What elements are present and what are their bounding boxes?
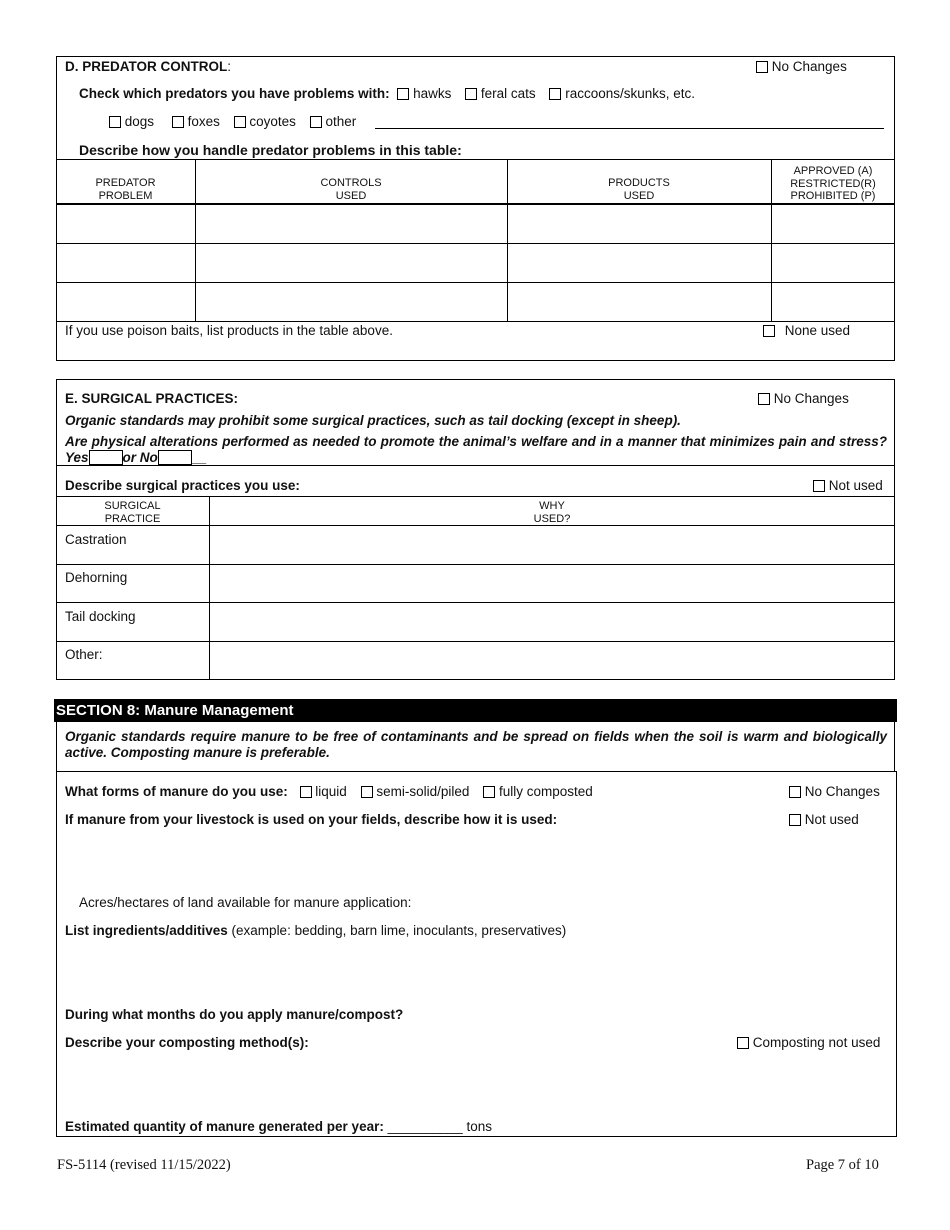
manure-no-changes-option[interactable]: No Changes	[789, 784, 880, 799]
predator-no-changes-option[interactable]: No Changes	[756, 59, 847, 74]
manure-not-used-option[interactable]: Not used	[789, 812, 859, 827]
poison-baits-note: If you use poison baits, list products in the table above.	[65, 323, 393, 338]
months-prompt: During what months do you apply manure/compost?	[65, 1007, 404, 1022]
surgical-row-castration: Castration	[65, 532, 127, 547]
predator-col-header-products: PRODUCTS USED	[608, 177, 670, 202]
manure-fields-prompt: If manure from your livestock is used on your fields, describe how it is used:	[65, 812, 558, 827]
predator-col-header-problem: PREDATOR PROBLEM	[95, 177, 156, 202]
hawks-checkbox[interactable]	[397, 88, 409, 100]
predator-describe-prompt: Describe how you handle predator problems in this table:	[79, 142, 462, 158]
surgical-col-header-practice: SURGICAL PRACTICE	[104, 500, 161, 525]
checkbox[interactable]	[813, 480, 825, 492]
quantity-row: Estimated quantity of manure generated per year: __________ tons	[65, 1119, 492, 1134]
coyotes-checkbox[interactable]	[234, 116, 246, 128]
checkbox[interactable]	[737, 1037, 749, 1049]
dogs-label: dogs	[124, 114, 155, 129]
acres-label: Acres/hectares of land available for manure application:	[79, 895, 412, 910]
fully-composted-label: fully composted	[498, 784, 593, 799]
hawks-label: hawks	[413, 86, 452, 101]
foxes-label: foxes	[187, 114, 220, 129]
checkbox[interactable]	[789, 814, 801, 826]
checkbox[interactable]	[763, 325, 775, 337]
checkbox[interactable]	[789, 786, 801, 798]
foxes-checkbox[interactable]	[172, 116, 184, 128]
none-used-option[interactable]: None used	[763, 323, 850, 338]
surgical-question: Are physical alterations performed as needed to promote the animal’s welfare and in a manner that minimizes pain and stress? Yes or No __	[65, 434, 887, 465]
feral-cats-label: feral cats	[480, 86, 536, 101]
predator-check-row	[79, 86, 695, 101]
surgical-row-other: Other:	[65, 647, 103, 662]
surgical-describe-prompt: Describe surgical practices you use:	[65, 478, 300, 493]
other-predator-input[interactable]	[375, 128, 884, 129]
quantity-input[interactable]: __________	[383, 1119, 467, 1134]
predator-control-section	[56, 56, 895, 361]
composting-not-used-option[interactable]: Composting not used	[737, 1035, 880, 1050]
predator-col-header-status: APPROVED (A) RESTRICTED(R) PROHIBITED (P)	[790, 165, 876, 202]
surgical-col-header-why: WHY USED?	[533, 500, 571, 525]
semi-solid-label: semi-solid/piled	[376, 784, 470, 799]
other-label: other	[325, 114, 357, 129]
surgical-not-used-option[interactable]: Not used	[813, 478, 883, 493]
surgical-note: Organic standards may prohibit some surgical practices, such as tail docking (except in sheep).	[65, 413, 681, 428]
coyotes-label: coyotes	[249, 114, 296, 129]
dogs-checkbox[interactable]	[109, 116, 121, 128]
composting-prompt: Describe your composting method(s):	[65, 1035, 309, 1050]
surgical-row-dehorning: Dehorning	[65, 570, 128, 585]
checkbox[interactable]	[756, 61, 768, 73]
feral-cats-checkbox[interactable]	[465, 88, 477, 100]
predator-title: D. PREDATOR CONTROL:	[65, 59, 232, 74]
liquid-checkbox[interactable]	[300, 786, 312, 798]
page-number: Page 7 of 10	[806, 1157, 879, 1173]
manure-forms-row	[65, 784, 593, 799]
no-input[interactable]	[158, 450, 192, 465]
ingredients-row: List ingredients/additives (example: bedding, barn lime, inoculants, preservatives)	[65, 923, 567, 938]
form-id: FS-5114 (revised 11/15/2022)	[57, 1157, 231, 1173]
yes-input[interactable]	[89, 450, 123, 465]
raccoons-checkbox[interactable]	[549, 88, 561, 100]
manure-note: Organic standards require manure to be free of contaminants and be spread on fields when the soil is warm and biologically active. Composting manure is preferable.	[65, 729, 887, 760]
manure-forms-prompt: What forms of manure do you use:	[65, 784, 288, 799]
liquid-label: liquid	[315, 784, 347, 799]
section8-header: SECTION 8: Manure Management	[54, 699, 897, 722]
checkbox[interactable]	[758, 393, 770, 405]
predator-check-row-2	[109, 114, 356, 129]
surgical-no-changes-option[interactable]: No Changes	[758, 391, 849, 406]
predator-col-header-controls: CONTROLS USED	[320, 177, 382, 202]
raccoons-label: raccoons/skunks, etc.	[565, 86, 696, 101]
fully-composted-checkbox[interactable]	[483, 786, 495, 798]
predator-check-prompt: Check which predators you have problems with:	[79, 86, 390, 101]
surgical-row-tail-docking: Tail docking	[65, 609, 136, 624]
surgical-title: E. SURGICAL PRACTICES:	[65, 391, 239, 406]
other-checkbox[interactable]	[310, 116, 322, 128]
semi-solid-checkbox[interactable]	[361, 786, 373, 798]
